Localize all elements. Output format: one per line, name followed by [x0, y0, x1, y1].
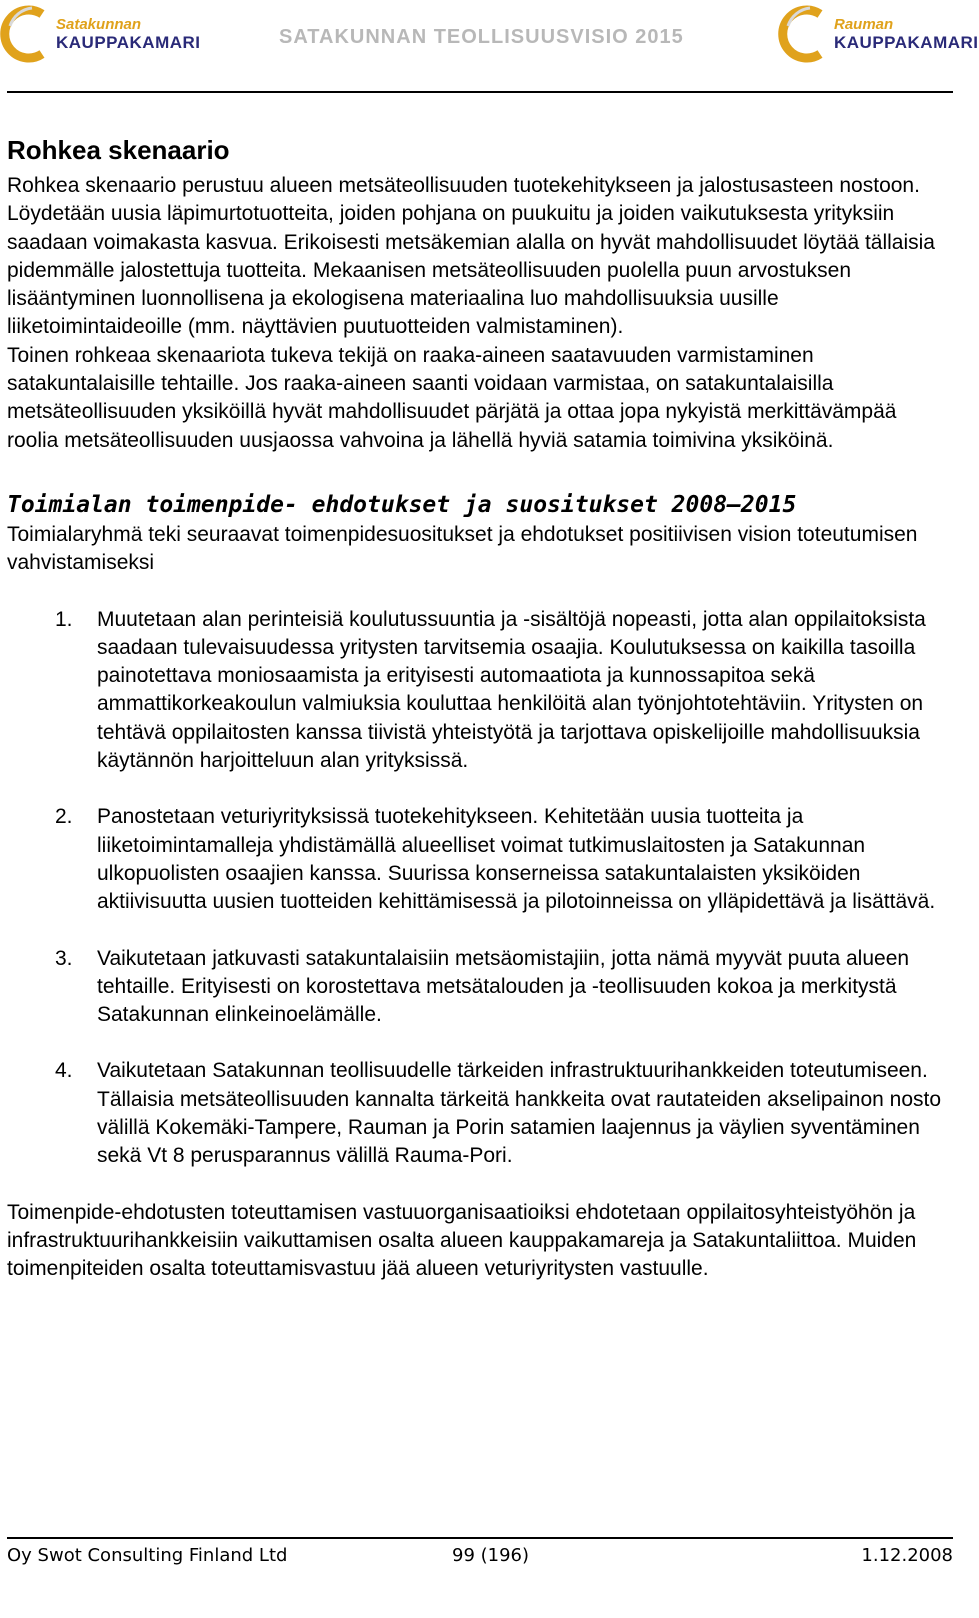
actions-list: [7, 606, 953, 1171]
header-divider: [7, 91, 953, 93]
list-item-number: 4.: [55, 1059, 73, 1083]
list-item: [7, 803, 953, 916]
satakunnan-kauppakamari-logo: [2, 4, 201, 64]
page-number: 99 (196): [452, 1545, 530, 1566]
page-header: [0, 0, 979, 94]
list-item-text: Vaikutetaan jatkuvasti satakuntalaisiin metsäomistajiin, jotta nämä myyvät puuta alueen tehtaille. Erityisesti on korostettava metsätalouden ja -teollisuuden kokoa ja merkitystä Satakunnan elinkeinoelämälle.: [97, 946, 910, 1027]
rauman-kauppakamari-logo: [780, 4, 979, 64]
list-item: [7, 606, 953, 776]
list-item: [7, 1057, 953, 1170]
closing-paragraph: Toimenpide-ehdotusten toteuttamisen vastuuorganisaatioiksi ehdotetaan oppilaitosyhteistyöhön ja infrastruktuurihankkeisiin vaikuttamisen osalta alueen kauppakamareja ja Satakuntaliittoa. Muiden toimenpiteiden osalta toteuttamisvastuu jää alueen veturiyritysten vastuulle.: [7, 1200, 917, 1281]
scenario-paragraph-1: Rohkea skenaario perustuu alueen metsäteollisuuden tuotekehitykseen ja jalostusasteen nostoon. Löydetään uusia läpimurtotuotteita, joiden pohjana on puukuitu ja joiden vaikutuksesta yrityksiin saadaan voimakasta kasvua. Erikoisesti metsäkemian alalla on hyvät mahdollisuudet löytää tällaisia pidemmälle jalostettuja tuotteita. Mekaanisen metsäteollisuuden puolella puun arvostuksen lisääntyminen luonnollisena ja ekologisena materiaalina luo mahdollisuuksia uusille liiketoimintaideoille (mm. näyttävien puutuotteiden valmistaminen).: [7, 174, 935, 339]
footer-divider: [7, 1537, 953, 1539]
list-item-number: 1.: [55, 607, 73, 631]
list-item-text: Vaikutetaan Satakunnan teollisuudelle tärkeiden infrastruktuurihankkeiden toteutumiseen. Tällaisia metsäteollisuuden kannalta tärkeitä hankkeita ovat rautateiden akselipainon nosto välillä Kokemäki-Tampere, Rauman ja Porin satamien laajennus ja väylien syventäminen sekä Vt 8 perusparannus välillä Rauma-Pori.: [97, 1059, 942, 1168]
logo-right-line1: Rauman: [834, 16, 894, 33]
list-item-number: 2.: [55, 805, 73, 829]
chamber-logo-icon: [780, 6, 832, 62]
scenario-paragraph-2: Toinen rohkeaa skenaariota tukeva tekijä on raaka-aineen saatavuuden varmistaminen satakuntalaisille tehtaille. Jos raaka-aineen saanti voidaan varmistaa, on satakuntalaisilla metsäteollisuuden yksiköillä hyvät mahdollisuudet pärjätä ja ottaa jopa nykyistä merkittävämpää roolia metsäteollisuuden uusjaossa vahvoina ja lähellä hyviä satamia toimivina yksiköinä.: [7, 343, 897, 452]
chamber-logo-icon: [2, 6, 54, 62]
list-item: [7, 945, 953, 1030]
footer-date: 1.12.2008: [861, 1545, 953, 1566]
section-heading: Rohkea skenaario: [7, 135, 230, 165]
actions-intro: Toimialaryhmä teki seuraavat toimenpidesuositukset ja ehdotukset positiivisen vision toteutumisen vahvistamiseksi: [7, 522, 918, 575]
actions-heading: Toimialan toimenpide- ehdotukset ja suositukset 2008–2015: [7, 491, 797, 518]
footer-company: Oy Swot Consulting Finland Ltd: [7, 1545, 288, 1566]
list-item-number: 3.: [55, 946, 73, 970]
logo-left-line1: Satakunnan: [56, 16, 142, 33]
page-content: [7, 128, 953, 1284]
list-item-text: Panostetaan veturiyrityksissä tuotekehitykseen. Kehitetään uusia tuotteita ja liiketoimintamalleja yhdistämällä alueelliset voimat tutkimuslaitosten ja Satakunnan ulkopuolisten osaajien kanssa. Suurissa konserneissa satakuntalaisten yksiköiden aktiivisuutta uusien tuotteiden kehittämisessä ja pilotoinneissa on ylläpidettävä ja lisättävä.: [97, 805, 936, 914]
logo-right-line2: KAUPPAKAMARI: [834, 33, 979, 52]
page-footer: [7, 1545, 953, 1575]
document-title: SATAKUNNAN TEOLLISUUSVISIO 2015: [279, 26, 684, 48]
list-item-text: Muutetaan alan perinteisiä koulutussuuntia ja -sisältöjä nopeasti, jotta alan oppilaitoksista saadaan tulevaisuudessa yritysten tarvitsemia osaajia. Koulutuksessa on kaikilla tasoilla painotettava moniosaamista ja erityisesti automaatiota ja kunnossapitoa sekä ammattikorkeakoulun valmiuksia kouluttaa henkilöitä alan työnjohtotehtäviin. Yritysten on tehtävä oppilaitosten kanssa tiivistä yhteistyötä ja tarjottava opiskelijoille mahdollisuuksia käytännön harjoitteluun alan yrityksissä.: [97, 607, 926, 773]
logo-left-line2: KAUPPAKAMARI: [56, 33, 201, 52]
